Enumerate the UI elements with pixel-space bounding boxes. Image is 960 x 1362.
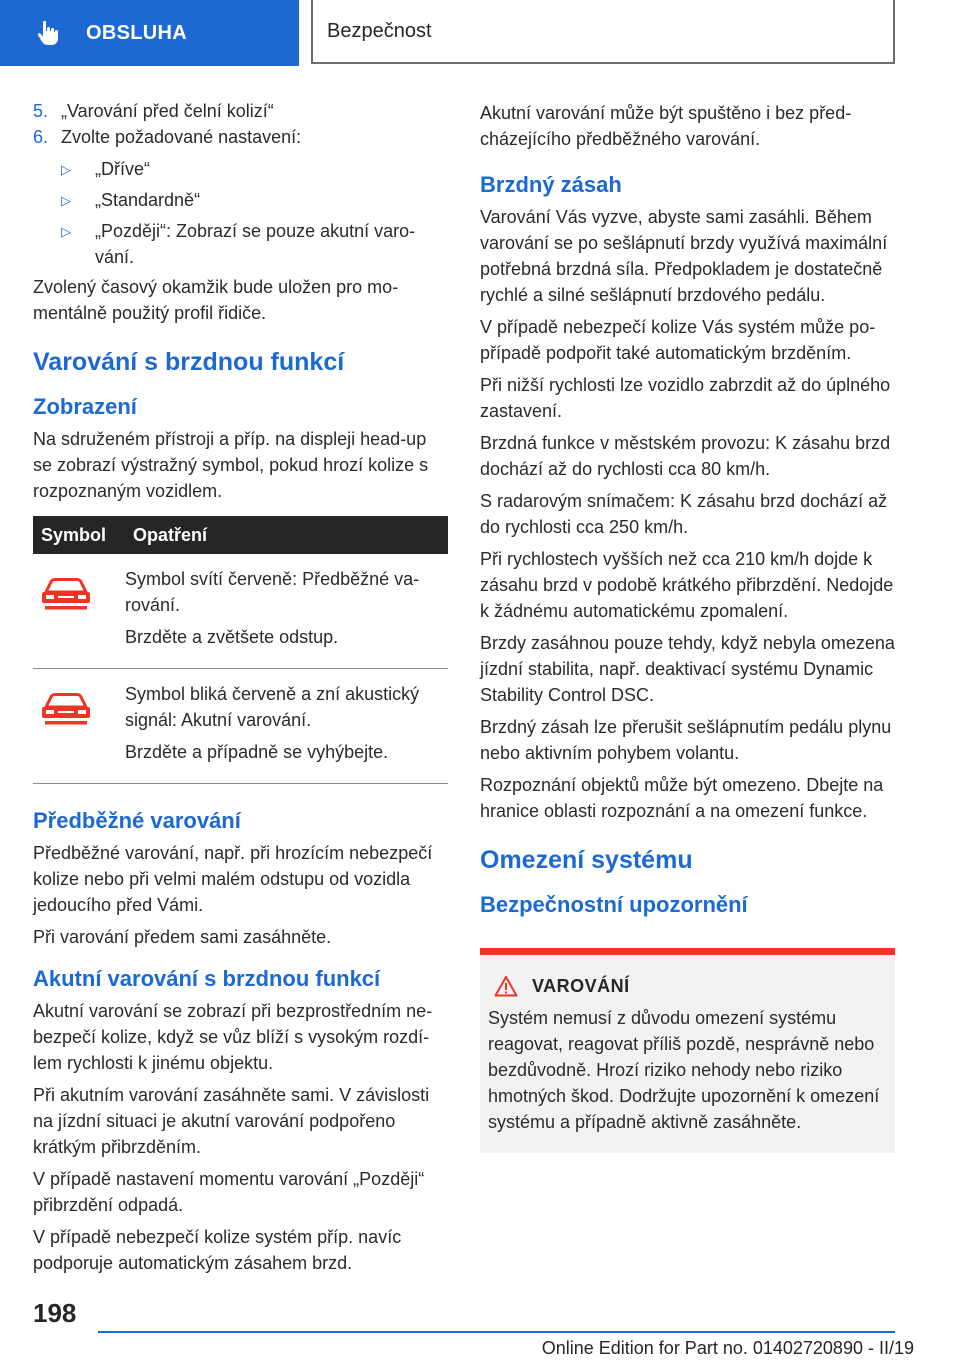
- paragraph: Předběžné varování, např. při hrozícím nebezpečí kolize nebo při velmi malém odstupu od vozidla jedoucího před Vámi.: [33, 843, 433, 915]
- page-number: 198: [33, 1298, 77, 1328]
- numbered-list: [33, 98, 448, 150]
- heading-display: Zobrazení: [33, 394, 137, 419]
- heading-brake-intervention: Brzdný zásah: [480, 172, 622, 197]
- paragraph: Akutní varování se zobrazí při bezprostředním nebezpečí kolize, když se vůz blíží s vysokým rozdílem rychlosti k jinému objektu.: [33, 1001, 433, 1073]
- table-cell-text: Brzděte a případně se vyhýbejte.: [125, 742, 389, 762]
- paragraph: V případě nebezpečí kolize systém příp. navíc podporuje automatickým zásahem brzd.: [33, 1227, 402, 1273]
- triangle-bullet-icon: ▷: [61, 224, 71, 239]
- car-warning-icon: [39, 691, 93, 731]
- paragraph: Brzdný zásah lze přerušit sešlápnutím pedálu plynu nebo aktivním pohybem volantu.: [480, 717, 892, 763]
- table-header-symbol: Symbol: [33, 516, 125, 554]
- list-item: [61, 187, 448, 214]
- paragraph: Akutní varování může být spuštěno i bez předcházejícího předběžného varování.: [480, 103, 852, 149]
- paragraph: Při varování předem sami zasáhněte.: [33, 927, 332, 947]
- paragraph: V případě nebezpečí kolize Vás systém může popřípadě podpořit také automatickým brzděním.: [480, 317, 876, 363]
- list-item: [61, 156, 448, 183]
- table-header-action: Opatření: [125, 516, 448, 554]
- left-column: [33, 98, 448, 1282]
- paragraph: Při akutním varování zasáhněte sami. V závislosti na jízdní situaci je akutní varování podpořeno krátkým přibrzděním.: [33, 1085, 430, 1157]
- warning-title: VAROVÁNÍ: [532, 976, 630, 996]
- list-item: [61, 218, 448, 270]
- paragraph: Varování Vás vyzve, abyste sami zasáhli. Během varování se po sešlápnutí brzdy využívá maximální potřebná brzdná síla. Předpokladem je dostatečně rychlé a silné sešlápnutí brzdového pedálu.: [480, 207, 888, 305]
- step-number: 5.: [33, 101, 49, 121]
- paragraph: Při rychlostech vyšších než cca 210 km/h dojde k zásahu brzd v podobě krátkého přibrzdění. Nedojde k žádnému automatickému zpomalení.: [480, 549, 894, 621]
- option-text: „Později“: Zobrazí se pouze akutní varování.: [94, 221, 416, 267]
- footer-divider: [98, 1331, 895, 1333]
- table-cell-text: Symbol svítí červeně: Předběžné varování.: [125, 569, 420, 615]
- chapter-tab[interactable]: [0, 0, 299, 66]
- list-item: [33, 124, 448, 150]
- triangle-bullet-icon: ▷: [61, 193, 71, 208]
- table-row: [33, 669, 448, 784]
- warning-triangle-icon: [494, 975, 518, 997]
- option-list: [61, 156, 448, 270]
- footer-edition: Online Edition for Part no. 01402720890 - II/19: [541, 1338, 914, 1358]
- paragraph: Při nižší rychlosti lze vozidlo zabrzdit až do úplného zastavení.: [480, 375, 891, 421]
- section-tab-label: Bezpečnost: [327, 19, 432, 42]
- paragraph: Na sdruženém přístroji a příp. na displeji head-up se zobrazí výstražný symbol, pokud hrozí kolize s rozpoznaným vozidlem.: [33, 429, 429, 501]
- section-tab[interactable]: [311, 0, 895, 64]
- paragraph: Rozpoznání objektů může být omezeno. Dbejte na hranice oblasti rozpoznání a na omezení funkce.: [480, 775, 884, 821]
- heading-system-limits: Omezení systému: [480, 846, 693, 874]
- table-cell-text: Brzděte a zvětšete odstup.: [125, 627, 339, 647]
- step-text: „Varování před čelní kolizí“: [61, 101, 274, 121]
- car-warning-icon: [39, 576, 93, 616]
- warning-box: [480, 948, 895, 1153]
- hand-pointer-icon: [34, 19, 62, 47]
- option-text: „Standardně“: [95, 190, 201, 210]
- step-number: 6.: [33, 127, 49, 147]
- paragraph: S radarovým snímačem: K zásahu brzd dochází až do rychlosti cca 250 km/h.: [480, 491, 888, 537]
- table-cell-text: Symbol bliká červeně a zní akustický signál: Akutní varování.: [125, 684, 420, 730]
- paragraph: Zvolený časový okamžik bude uložen pro momentálně použitý profil řidiče.: [33, 277, 399, 323]
- paragraph: V případě nastavení momentu varování „Později“ přibrzdění odpadá.: [33, 1169, 425, 1215]
- triangle-bullet-icon: ▷: [61, 162, 71, 177]
- paragraph: Brzdy zasáhnou pouze tehdy, když nebyla omezena jízdní stabilita, např. deaktivací systému Dynamic Stability Control DSC.: [480, 633, 895, 705]
- step-text: Zvolte požadované nastavení:: [61, 127, 302, 147]
- right-column: [480, 100, 895, 1153]
- warning-text: Systém nemusí z důvodu omezení systému reagovat, reagovat příliš pozdě, nesprávně nebo bezdůvodně. Hrozí riziko nehody nebo riziko hmotných škod. Dodržujte upozornění k omezení systému a případně aktivně zasáhněte.: [488, 1008, 880, 1132]
- paragraph: Brzdná funkce v městském provozu: K zásahu brzd dochází až do rychlosti cca 80 km/h.: [480, 433, 891, 479]
- table-row: [33, 554, 448, 669]
- heading-acute-warning: Akutní varování s brzdnou funkcí: [33, 966, 381, 991]
- symbol-table: [33, 516, 448, 784]
- chapter-tab-label: OBSLUHA: [86, 21, 187, 44]
- option-text: „Dříve“: [95, 159, 150, 179]
- heading-pre-warning: Předběžné varování: [33, 808, 241, 833]
- heading-braking-warning: Varování s brzdnou funkcí: [33, 348, 345, 376]
- heading-safety-notes: Bezpečnostní upozornění: [480, 892, 748, 917]
- warning-header: [488, 973, 887, 999]
- list-item: [33, 98, 448, 124]
